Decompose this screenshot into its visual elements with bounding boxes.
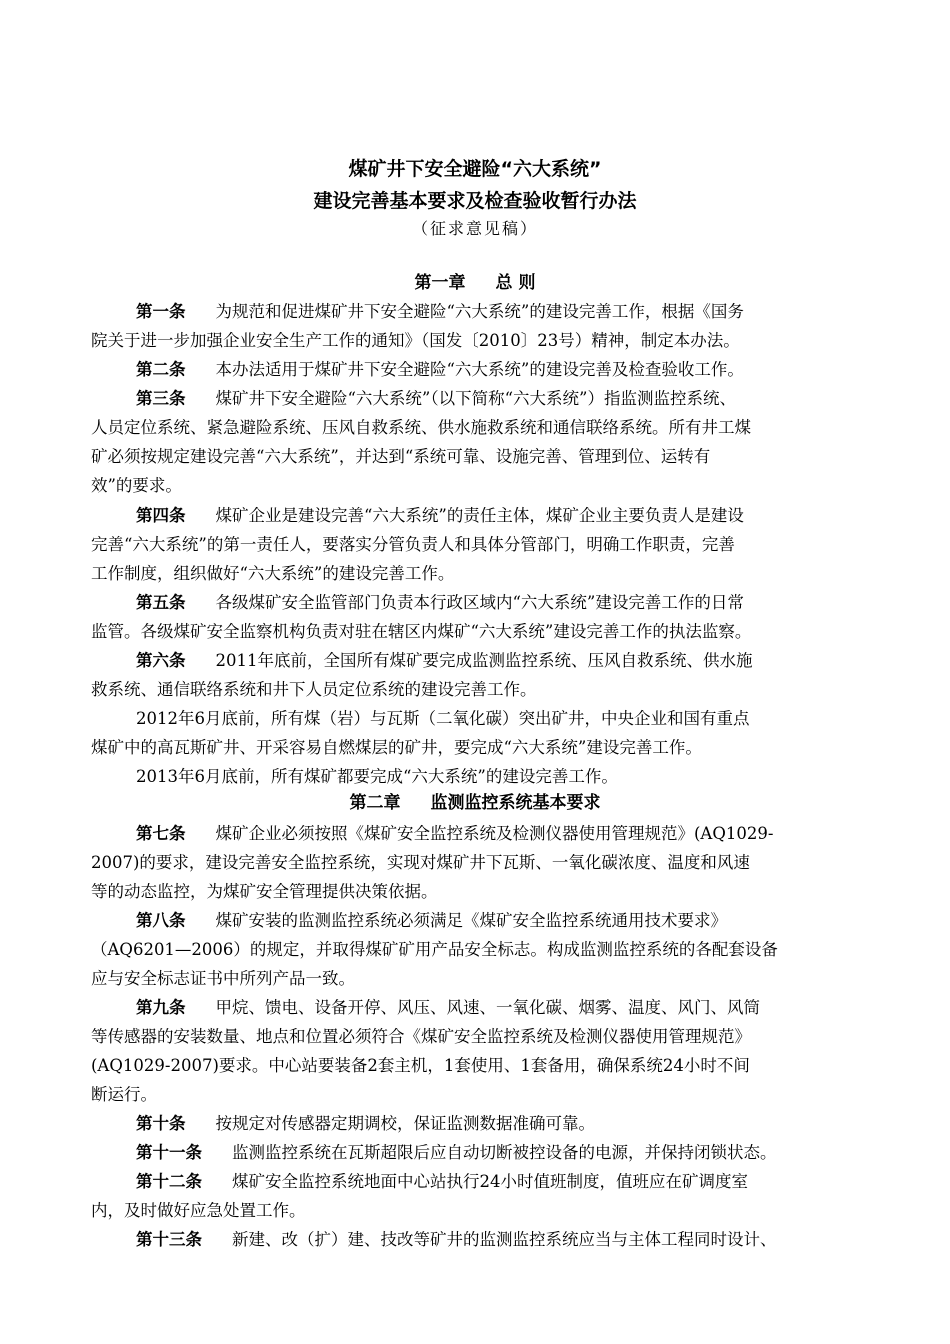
article-11-line-1: 第十一条 监测监控系统在瓦斯超限后应自动切断被控设备的电源，并保持闭锁状态。 [136,1143,777,1162]
article-2-line-1: 第二条 本办法适用于煤矿井下安全避险“六大系统”的建设完善及检查验收工作。 [136,360,744,379]
article-7-line-2: 2007)的要求，建设完善安全监控系统，实现对煤矿井下瓦斯、一氧化碳浓度、温度和风速 [91,853,750,872]
chapter-number: 第一章 [414,273,466,293]
article-8-line-1: 第八条 煤矿安装的监测监控系统必须满足《煤矿安全监控系统通用技术要求》 [136,911,727,930]
article-3-line-4: 效”的要求。 [91,476,182,495]
article-label: 第十条 [136,1114,186,1133]
article-5-line-2: 监管。各级煤矿安全监察机构负责对驻在辖区内煤矿“六大系统”建设完善工作的执法监察。 [91,622,752,641]
article-label: 第五条 [136,593,186,612]
article-9-line-2: 等传感器的安装数量、地点和位置必须符合《煤矿安全监控系统及检测仪器使用管理规范》 [91,1027,751,1046]
article-7-line-3: 等的动态监控，为煤矿安全管理提供决策依据。 [91,882,438,901]
article-label: 第六条 [136,651,186,670]
article-6-line-1: 第六条 2011年底前，全国所有煤矿要完成监测监控系统、压风自救系统、供水施 [136,651,753,670]
article-12-line-1: 第十二条 煤矿安全监控系统地面中心站执行24小时值班制度，值班应在矿调度室 [136,1172,748,1191]
chapter-name: 总 则 [495,273,536,293]
article-1-line-1: 第一条 为规范和促进煤矿井下安全避险“六大系统”的建设完善工作，根据《国务 [136,302,744,321]
article-4-line-2: 完善“六大系统”的第一责任人，要落实分管负责人和具体分管部门，明确工作职责，完善 [91,535,735,554]
article-9-line-1: 第九条 甲烷、馈电、设备开停、风压、风速、一氧化碳、烟雾、温度、风门、风筒 [136,998,760,1017]
article-label: 第三条 [136,389,186,408]
chapter-heading-1 [0,271,950,295]
article-label: 第七条 [136,824,186,843]
article-label: 第四条 [136,506,186,525]
article-6-para-2-line-1: 2012年6月底前，所有煤（岩）与瓦斯（二氧化碳）突出矿井，中央企业和国有重点 [136,709,750,728]
article-13-line-1: 第十三条 新建、改（扩）建、技改等矿井的监测监控系统应当与主体工程同时设计、 [136,1230,777,1249]
article-6-line-2: 救系统、通信联络系统和井下人员定位系统的建设完善工作。 [91,680,537,699]
article-label: 第一条 [136,302,186,321]
article-7-line-1: 第七条 煤矿企业必须按照《煤矿安全监控系统及检测仪器使用管理规范》(AQ1029- [136,824,774,843]
article-9-line-4: 断运行。 [91,1085,157,1104]
article-6-para-2-line-2: 煤矿中的高瓦斯矿井、开采容易自燃煤层的矿井，要完成“六大系统”建设完善工作。 [91,738,702,757]
article-6-para-3-line-1: 2013年6月底前，所有煤矿都要完成“六大系统”的建设完善工作。 [136,767,618,786]
doc-title-line-1: 煤矿井下安全避险“六大系统” [348,158,602,180]
article-12-line-2: 内，及时做好应急处置工作。 [91,1201,306,1220]
article-3-line-2: 人员定位系统、紧急避险系统、压风自救系统、供水施救系统和通信联络系统。所有井工煤 [91,418,751,437]
article-5-line-1: 第五条 各级煤矿安全监管部门负责本行政区域内“六大系统”建设完善工作的日常 [136,593,744,612]
article-3-line-1: 第三条 煤矿井下安全避险“六大系统”（以下简称“六大系统”）指监测监控系统、 [136,389,736,408]
chapter-number: 第二章 [349,793,401,813]
chapter-name: 监测监控系统基本要求 [430,793,601,813]
article-10-line-1: 第十条 按规定对传感器定期调校，保证监测数据准确可靠。 [136,1114,595,1133]
article-label: 第九条 [136,998,186,1017]
article-4-line-1: 第四条 煤矿企业是建设完善“六大系统”的责任主体，煤矿企业主要负责人是建设 [136,506,744,525]
doc-draft-note: （征求意见稿） [411,219,538,238]
article-label: 第十三条 [136,1230,202,1249]
article-label: 第十一条 [136,1143,202,1162]
article-9-line-3: (AQ1029-2007)要求。中心站要装备2套主机，1套使用、1套备用，确保系统24小时不间 [91,1056,750,1075]
article-8-line-3: 应与安全标志证书中所列产品一致。 [91,969,355,988]
article-4-line-3: 工作制度，组织做好“六大系统”的建设完善工作。 [91,564,455,583]
article-3-line-3: 矿必须按规定建设完善“六大系统”，并达到“系统可靠、设施完善、管理到位、运转有 [91,447,711,466]
article-1-line-2: 院关于进一步加强企业安全生产工作的通知》（国发〔2010〕23号）精神，制定本办法。 [91,331,740,350]
article-label: 第二条 [136,360,186,379]
chapter-heading-2 [0,791,950,815]
article-label: 第十二条 [136,1172,202,1191]
article-label: 第八条 [136,911,186,930]
doc-title-line-2: 建设完善基本要求及检查验收暂行办法 [313,190,637,212]
article-8-line-2: （AQ6201—2006）的规定，并取得煤矿矿用产品安全标志。构成监测监控系统的各配套设备 [91,940,778,959]
